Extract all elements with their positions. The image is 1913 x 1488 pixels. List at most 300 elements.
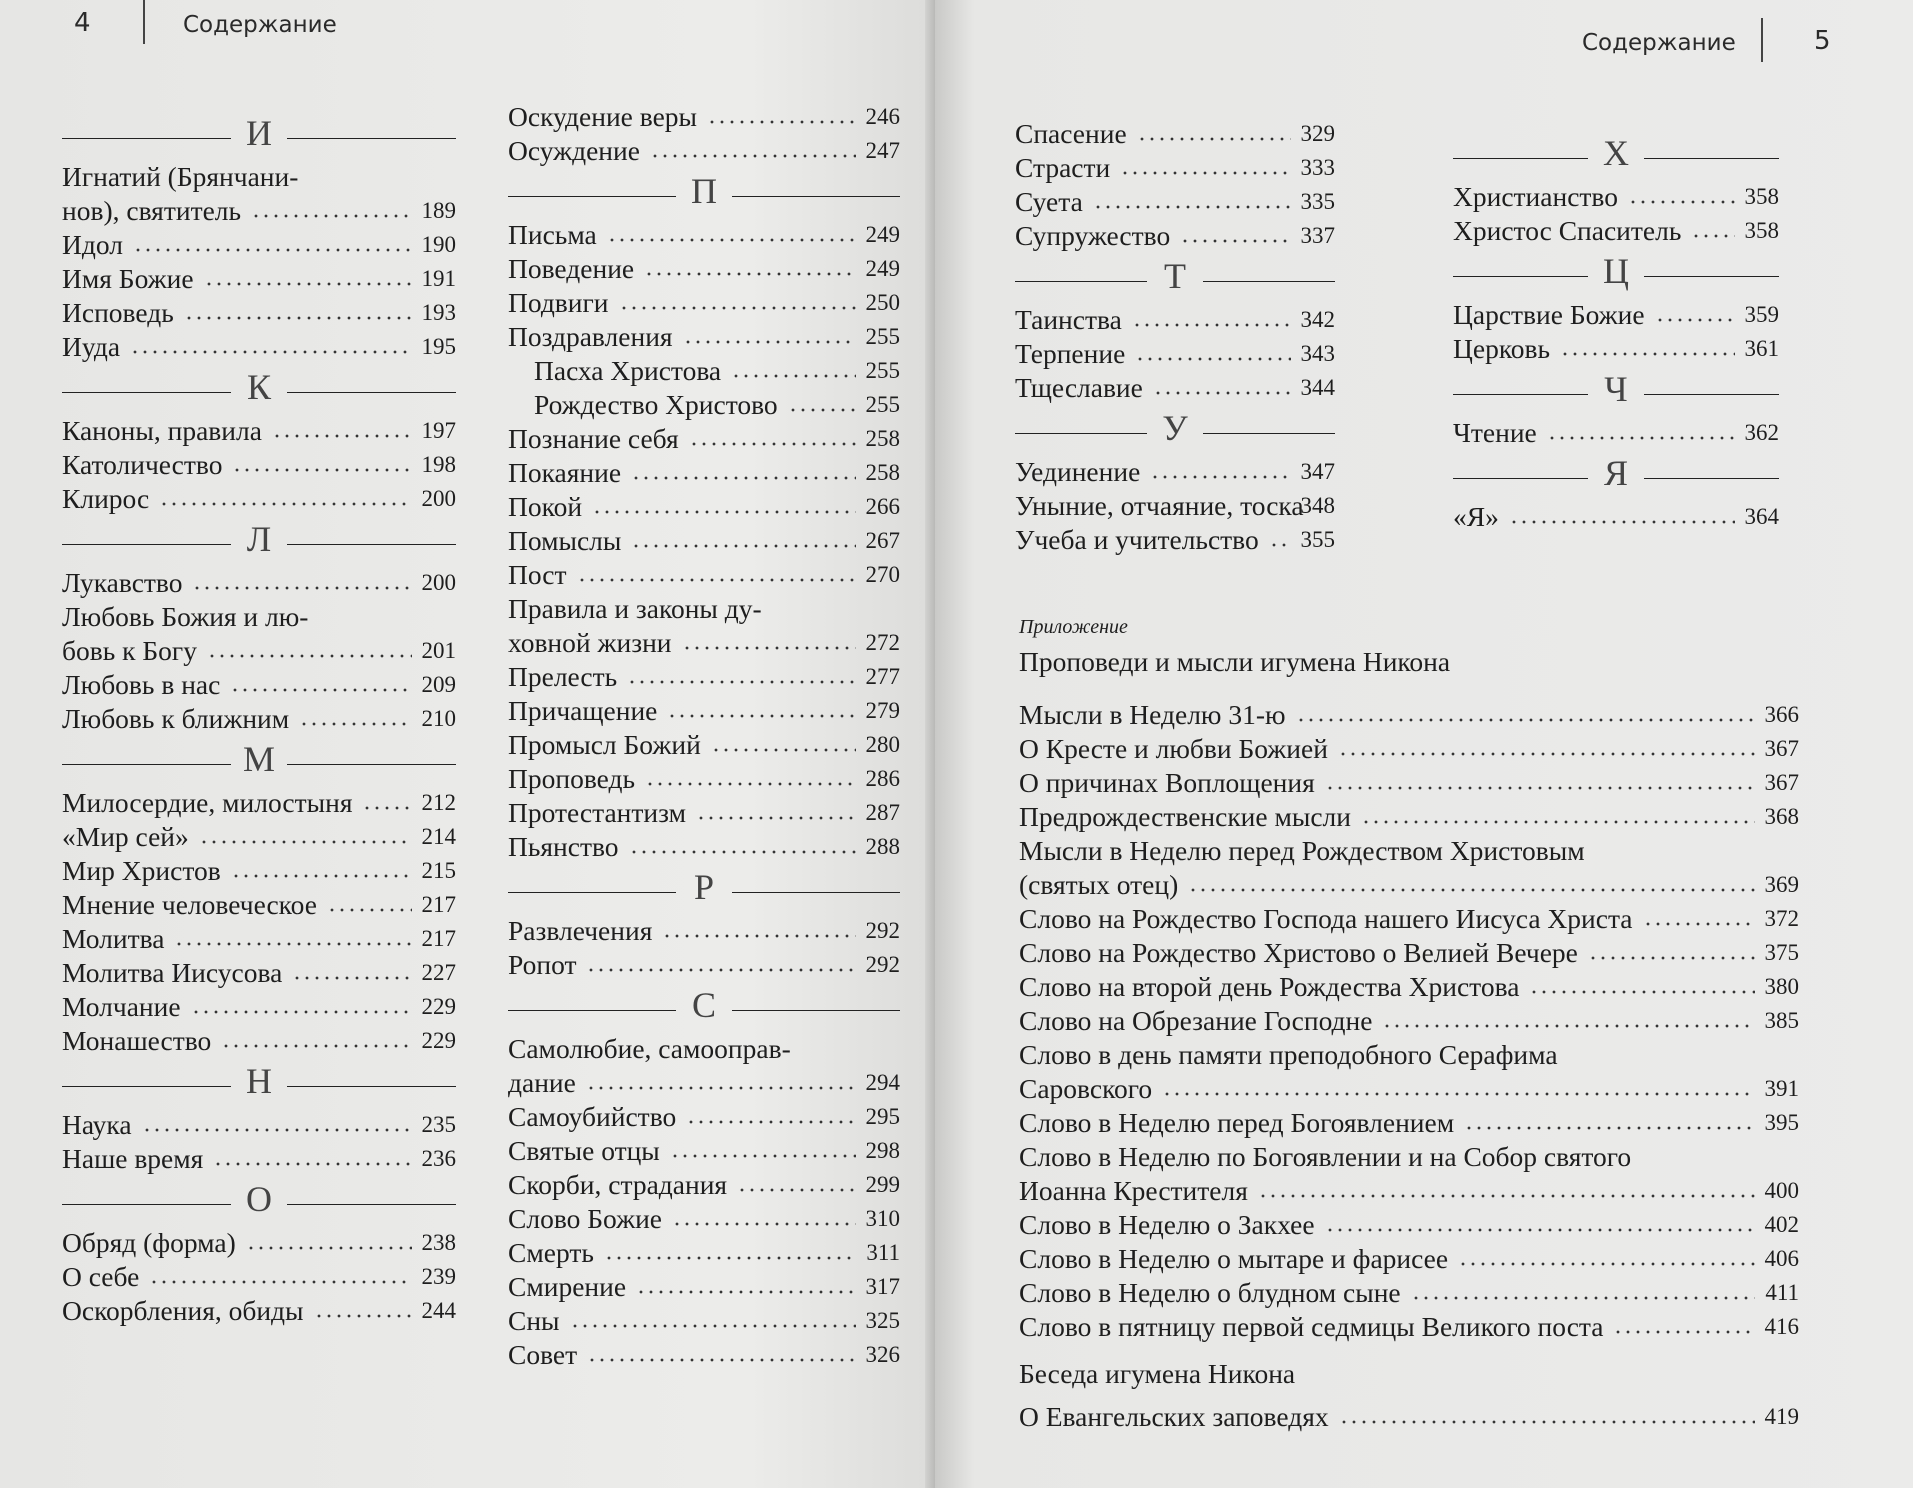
toc-entry [62, 566, 456, 600]
toc-entry-page: 358 [1744, 184, 1779, 209]
dot-leader [592, 510, 856, 514]
toc-entry-title: Сны [508, 1305, 560, 1336]
toc-entry [1015, 371, 1335, 405]
toc-entry-page: 193 [421, 300, 456, 325]
toc-entry [508, 762, 900, 796]
section-letter [62, 516, 456, 566]
toc-entry-title: Слово на Обрезание Господне [1019, 1005, 1373, 1036]
letter-rule-right [732, 892, 900, 893]
toc-entry-title: Познание себя [508, 423, 679, 454]
section-letter [508, 982, 900, 1032]
toc-entry-title: Рождество Христово [534, 389, 778, 420]
toc-entry-page: 335 [1300, 189, 1335, 214]
toc-entry-title: Мысли в Неделю 31-ю [1019, 699, 1286, 730]
dot-leader [1120, 171, 1291, 175]
dot-leader [1509, 520, 1735, 524]
toc-entry-line [1019, 834, 1799, 868]
toc-entry-title: Ропот [508, 949, 577, 980]
toc-entry-title: Наука [62, 1109, 132, 1140]
dot-leader [1325, 786, 1755, 790]
dot-leader [670, 1154, 856, 1158]
toc-entry [508, 914, 900, 948]
toc-entry-page: 236 [421, 1146, 456, 1171]
toc-entry-page: 372 [1764, 906, 1799, 931]
section-letter [1453, 248, 1779, 298]
letter-rule-right [732, 196, 900, 197]
toc-entry [62, 262, 456, 296]
section-letter [508, 168, 900, 218]
section-letter [1453, 130, 1779, 180]
toc-entry [62, 634, 456, 668]
toc-entry-title: Пьянство [508, 831, 619, 862]
toc-entry-title: Слово в Неделю о Закхее [1019, 1209, 1315, 1240]
dot-leader [199, 840, 412, 844]
toc-entry [508, 388, 900, 422]
letter-glyph: Я [1603, 453, 1628, 493]
toc-entry [1015, 185, 1335, 219]
left-page [0, 0, 935, 1488]
toc-entry [62, 1142, 456, 1176]
toc-entry-page: 416 [1764, 1314, 1799, 1339]
toc-entry-title: Молитва [62, 923, 165, 954]
section-letter [508, 864, 900, 914]
toc-entry-page: 411 [1765, 1280, 1799, 1305]
page-number-left: 4 [74, 8, 91, 38]
letter-rule-left [62, 1204, 231, 1205]
toc-entry-page: 189 [421, 198, 456, 223]
running-head-left: Содержание [183, 12, 337, 38]
toc-entry-page: 344 [1300, 375, 1335, 400]
toc-entry-title: (святых отец) [1019, 869, 1179, 900]
toc-entry-title: Пост [508, 559, 567, 590]
dot-leader [644, 272, 856, 276]
letter-rule-left [1453, 394, 1588, 395]
toc-entry-page: 406 [1764, 1246, 1799, 1271]
toc-entry-page: 255 [865, 358, 900, 383]
toc-entry-title: О Евангельских заповедях [1019, 1401, 1329, 1432]
toc-entry-title: Оскудение веры [508, 101, 698, 132]
letter-glyph: М [242, 739, 275, 779]
toc-entry-page: 209 [421, 672, 456, 697]
toc-entry [1019, 1072, 1799, 1106]
toc-entry-title: Молчание [62, 991, 181, 1022]
toc-entry [1019, 902, 1799, 936]
toc-entry-page: 200 [421, 570, 456, 595]
dot-leader [1361, 820, 1755, 824]
toc-entry-title: Поздравления [508, 321, 673, 352]
dot-leader [667, 714, 856, 718]
toc-entry [508, 252, 900, 286]
letter-rule-right [287, 1086, 456, 1087]
toc-entry [508, 1304, 900, 1338]
toc-entry-title: Покаяние [508, 457, 622, 488]
toc-entry-title: Причащение [508, 695, 658, 726]
header-divider-right [1761, 18, 1763, 62]
appendix-entries-2 [1019, 1400, 1799, 1434]
toc-entry [62, 820, 456, 854]
toc-entry [62, 330, 456, 364]
dot-leader [627, 680, 856, 684]
toc-entry [1453, 214, 1779, 248]
letter-rule-right [1644, 478, 1779, 479]
toc-entry-title: Супружество [1015, 220, 1171, 251]
toc-entry-title: «Мир сей» [62, 821, 189, 852]
dot-leader [682, 646, 856, 650]
toc-entry-title: Слово Божие [508, 1203, 663, 1234]
page-number-right: 5 [1814, 26, 1831, 56]
dot-leader [1588, 956, 1755, 960]
dot-leader [1529, 990, 1755, 994]
toc-entry-page: 286 [865, 766, 900, 791]
dot-leader [1628, 200, 1735, 204]
appendix-title-2: Беседа игумена Никона [1019, 1358, 1296, 1389]
toc-entry-page: 244 [421, 1298, 456, 1323]
toc-entry [1015, 219, 1335, 253]
toc-entry-page: 358 [1744, 218, 1779, 243]
toc-entry-title: Протестантизм [508, 797, 686, 828]
toc-entry-title: нов), святитель [62, 195, 242, 226]
letter-rule-right [287, 1204, 456, 1205]
dot-leader [230, 688, 412, 692]
toc-entry-page: 258 [865, 460, 900, 485]
dot-leader [1464, 1126, 1755, 1130]
letter-glyph: У [1162, 408, 1188, 448]
toc-entry [1015, 151, 1335, 185]
toc-entry [1019, 698, 1799, 732]
letter-glyph: С [691, 985, 716, 1025]
toc-entry-title: Тщеславие [1015, 372, 1143, 403]
dot-leader [636, 1290, 856, 1294]
dot-leader [1691, 234, 1735, 238]
toc-entry [62, 194, 456, 228]
toc-entry-page: 191 [421, 266, 456, 291]
toc-entry [62, 228, 456, 262]
toc-entry-title: Любовь к ближним [62, 703, 290, 734]
toc-entry-page: 385 [1764, 1008, 1799, 1033]
letter-rule-left [508, 1010, 676, 1011]
toc-entry [508, 558, 900, 592]
dot-leader [192, 586, 412, 590]
toc-entry-title: Слово на Рождество Христово о Велией Вечере [1019, 937, 1578, 968]
toc-entry-title: Слово в Неделю о блудном сыне [1019, 1277, 1401, 1308]
dot-leader [1296, 718, 1755, 722]
letter-rule-left [62, 392, 231, 393]
section-letter [1453, 366, 1779, 416]
toc-entry-page: 190 [421, 232, 456, 257]
dot-leader [1132, 323, 1291, 327]
letter-rule-left [62, 764, 231, 765]
toc-entry-line [1019, 1140, 1799, 1174]
toc-entry-title: Монашество [62, 1025, 212, 1056]
toc-entry-title: Скорби, страдания [508, 1169, 728, 1200]
toc-entry-title: ховной жизни [508, 627, 672, 658]
toc-entry-page: 391 [1764, 1076, 1799, 1101]
toc-entry-page: 342 [1300, 307, 1335, 332]
toc-entry-title: Лукавство [62, 567, 183, 598]
toc-entry-title: Саровского [1019, 1073, 1153, 1104]
toc-entry-page: 280 [865, 732, 900, 757]
dot-leader [207, 654, 412, 658]
toc-entry-title: Пасха Христова [534, 355, 722, 386]
toc-entry-page: 400 [1764, 1178, 1799, 1203]
dot-leader [570, 1324, 856, 1328]
dot-leader [1458, 1262, 1755, 1266]
toc-entry [1015, 303, 1335, 337]
toc-entry-title: Страсти [1015, 152, 1111, 183]
dot-leader [587, 1358, 856, 1362]
toc-entry-title: Самолюбие, самооправ- [508, 1033, 791, 1064]
toc-entry-page: 299 [865, 1172, 900, 1197]
toc-entry [508, 134, 900, 168]
toc-entry-page: 197 [421, 418, 456, 443]
toc-entry [508, 796, 900, 830]
toc-entry-title: Предрождественские мысли [1019, 801, 1352, 832]
toc-entry-title: Игнатий (Брянчани- [62, 161, 299, 192]
toc-entry [62, 786, 456, 820]
toc-entry-page: 364 [1744, 504, 1779, 529]
dot-leader [272, 434, 412, 438]
dot-leader [1135, 357, 1291, 361]
letter-rule-right [1203, 433, 1335, 434]
toc-entry-page: 359 [1744, 302, 1779, 327]
toc-entry-page: 326 [865, 1342, 900, 1367]
dot-leader [631, 544, 856, 548]
toc-entry [1019, 766, 1799, 800]
section-letter [62, 364, 456, 414]
toc-entry-page: 348 [1300, 493, 1335, 518]
toc-entry [62, 1226, 456, 1260]
toc-entry [62, 1108, 456, 1142]
toc-entry-page: 258 [865, 426, 900, 451]
dot-leader [231, 874, 412, 878]
toc-entry-page: 229 [421, 1028, 456, 1053]
toc-entry-page: 255 [865, 392, 900, 417]
dot-leader [631, 476, 856, 480]
toc-entry-page: 198 [421, 452, 456, 477]
toc-entry [508, 830, 900, 864]
toc-entry [1453, 332, 1779, 366]
section-letter [62, 736, 456, 786]
toc-entry [1019, 868, 1799, 902]
dot-leader [1338, 752, 1755, 756]
toc-entry-title: Прелесть [508, 661, 618, 692]
toc-entry-title: Правила и законы ду- [508, 593, 762, 624]
toc-entry-page: 238 [421, 1230, 456, 1255]
toc-entry-line [62, 160, 456, 194]
letter-rule-right [732, 1010, 900, 1011]
toc-entry [1019, 800, 1799, 834]
toc-entry-title: Помыслы [508, 525, 622, 556]
dot-leader [133, 248, 412, 252]
toc-entry-page: 255 [865, 324, 900, 349]
toc-entry [508, 100, 900, 134]
toc-entry-title: Церковь [1453, 333, 1551, 364]
toc-entry [508, 1134, 900, 1168]
letter-rule-left [508, 196, 676, 197]
dot-leader [604, 1256, 856, 1260]
toc-entry [62, 854, 456, 888]
toc-entry [62, 668, 456, 702]
section-letter [62, 110, 456, 160]
toc-entry [1019, 1004, 1799, 1038]
toc-entry-title: Чтение [1453, 417, 1537, 448]
toc-entry-title: Исповедь [62, 297, 174, 328]
toc-entry [1019, 1276, 1799, 1310]
toc-entry-page: 195 [421, 334, 456, 359]
toc-entry-title: Мнение человеческое [62, 889, 317, 920]
toc-entry-title: Таинства [1015, 304, 1122, 335]
toc-entry-title: Имя Божие [62, 263, 194, 294]
toc-entry-title: Святые отцы [508, 1135, 660, 1166]
appendix-spacer-2 [1019, 1344, 1799, 1354]
dot-leader [1613, 1330, 1755, 1334]
section-letter [1015, 253, 1335, 303]
toc-entry-title: Терпение [1015, 338, 1126, 369]
dot-leader [577, 578, 856, 582]
toc-entry-page: 279 [865, 698, 900, 723]
toc-entry-page: 247 [865, 138, 900, 163]
toc-entry [1019, 1174, 1799, 1208]
toc-entry-page: 375 [1764, 940, 1799, 965]
dot-leader [662, 934, 856, 938]
dot-leader [689, 442, 856, 446]
toc-entry [508, 1168, 900, 1202]
toc-entry-page: 215 [421, 858, 456, 883]
toc-entry-page: 369 [1764, 872, 1799, 897]
dot-leader [1339, 1420, 1755, 1424]
toc-entry-title: Слово в Неделю перед Богоявлением [1019, 1107, 1455, 1138]
letter-rule-left [1015, 433, 1147, 434]
letter-glyph: И [246, 113, 272, 153]
toc-entry-title: Уныние, отчаяние, тоска [1015, 490, 1304, 521]
toc-entry-page: 217 [421, 926, 456, 951]
toc-entry-page: 294 [865, 1070, 900, 1095]
toc-column-right-2 [1453, 130, 1779, 534]
toc-entry-title: Милосердие, милостыня [62, 787, 353, 818]
toc-entry-page: 402 [1764, 1212, 1799, 1237]
letter-rule-left [62, 1086, 231, 1087]
toc-entry [1453, 180, 1779, 214]
toc-entry-page: 272 [865, 630, 900, 655]
toc-entry [508, 1338, 900, 1372]
toc-entry [62, 1024, 456, 1058]
toc-entry-page: 347 [1300, 459, 1335, 484]
toc-entry-title: Наше время [62, 1143, 204, 1174]
toc-column-left-2 [508, 100, 900, 1372]
dot-leader [731, 374, 856, 378]
toc-entry-title: Слово в день памяти преподобного Серафима [1019, 1039, 1558, 1070]
toc-entry-page: 270 [865, 562, 900, 587]
toc-entry-title: Совет [508, 1339, 578, 1370]
toc-entry-page: 361 [1744, 336, 1779, 361]
appendix-label: Приложение [1019, 616, 1128, 638]
toc-entry-page: 250 [865, 290, 900, 315]
toc-entry-page: 288 [865, 834, 900, 859]
toc-entry-title: бовь к Богу [62, 635, 197, 666]
section-letter [1453, 450, 1779, 500]
toc-entry-title: Слово в Неделю о мытаре и фарисее [1019, 1243, 1449, 1274]
letter-rule-right [287, 138, 456, 139]
toc-entry-title: Католичество [62, 449, 223, 480]
toc-entry [1019, 1106, 1799, 1140]
toc-entry [62, 990, 456, 1024]
toc-entry [508, 354, 900, 388]
letter-rule-left [1453, 276, 1588, 277]
dot-leader [686, 1120, 856, 1124]
appendix-title: Проповеди и мысли игумена Никона [1019, 646, 1451, 677]
dot-leader [1643, 922, 1755, 926]
toc-entry [508, 948, 900, 982]
toc-column-right-1 [1015, 117, 1335, 557]
toc-entry-title: дание [508, 1067, 576, 1098]
toc-entry [508, 1202, 900, 1236]
letter-rule-right [1644, 276, 1779, 277]
toc-entry-title: Подвиги [508, 287, 609, 318]
toc-entry-page: 201 [421, 638, 456, 663]
toc-entry [508, 694, 900, 728]
dot-leader [1162, 1092, 1755, 1096]
toc-entry [1453, 298, 1779, 332]
dot-leader [251, 214, 412, 218]
dot-leader [130, 350, 412, 354]
toc-entry [62, 956, 456, 990]
toc-entry-page: 325 [865, 1308, 900, 1333]
letter-rule-right [1203, 281, 1335, 282]
toc-entry-title: Идол [62, 229, 123, 260]
toc-entry-title: Христос Спаситель [1453, 215, 1682, 246]
dot-leader [292, 976, 412, 980]
running-head-right: Содержание [1582, 30, 1736, 56]
toc-entry-page: 277 [865, 664, 900, 689]
toc-entry [1015, 337, 1335, 371]
appendix-section [1019, 612, 1799, 1434]
dot-leader [213, 1162, 412, 1166]
header-divider-left [143, 0, 145, 44]
toc-entry [1453, 500, 1779, 534]
dot-leader [159, 502, 412, 506]
toc-entry-title: Иуда [62, 331, 121, 362]
toc-entry-page: 329 [1300, 121, 1335, 146]
letter-glyph: Ч [1604, 369, 1628, 409]
dot-leader [1269, 543, 1291, 547]
toc-entry [1453, 416, 1779, 450]
dot-leader [629, 850, 856, 854]
toc-entry-page: 355 [1300, 527, 1335, 552]
toc-entry [508, 1270, 900, 1304]
letter-glyph: П [691, 171, 717, 211]
right-page [935, 0, 1913, 1488]
toc-entry [508, 456, 900, 490]
toc-entry-title: Осуждение [508, 135, 640, 166]
toc-entry-title: Смирение [508, 1271, 627, 1302]
dot-leader [142, 1128, 412, 1132]
toc-entry-title: Промысл Божий [508, 729, 701, 760]
toc-entry [62, 922, 456, 956]
toc-entry [1019, 970, 1799, 1004]
toc-entry [1019, 1310, 1799, 1344]
toc-entry-page: 395 [1764, 1110, 1799, 1135]
dot-leader [1093, 205, 1291, 209]
dot-leader [314, 1314, 412, 1318]
appendix-spacer [1019, 682, 1799, 698]
toc-entry-title: Слово на второй день Рождества Христова [1019, 971, 1520, 1002]
dot-leader [1382, 1024, 1755, 1028]
toc-entry-page: 235 [421, 1112, 456, 1137]
toc-entry-title: «Я» [1453, 501, 1499, 532]
toc-entry-title: Смерть [508, 1237, 594, 1268]
toc-entry-page: 310 [865, 1206, 900, 1231]
toc-entry-page: 419 [1764, 1404, 1799, 1429]
